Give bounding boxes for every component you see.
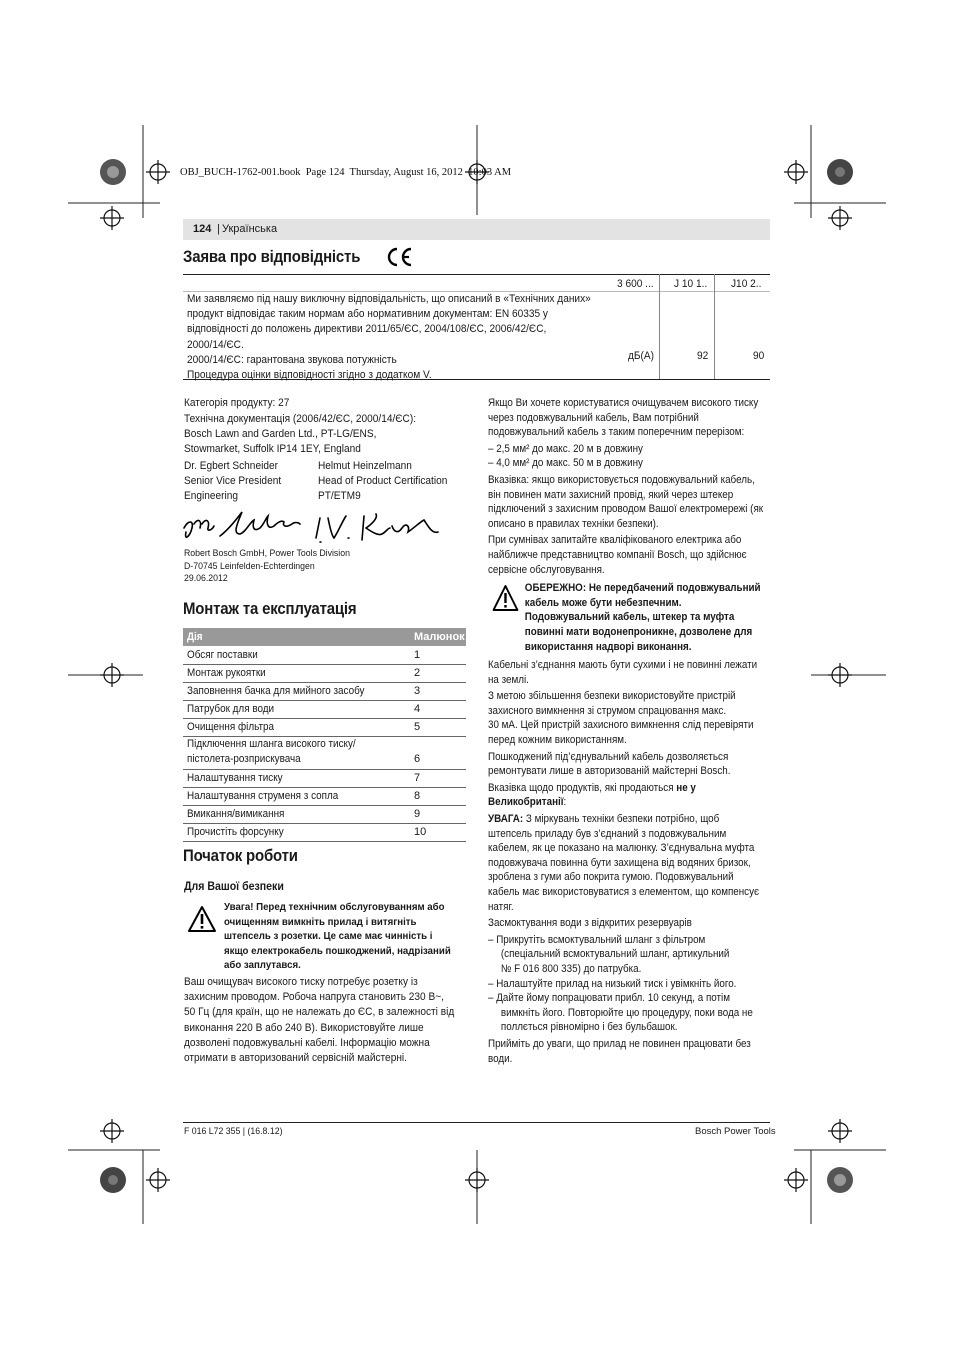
sound-value-1: 92	[697, 350, 709, 362]
table-row: Підключення шланга високого тиску/ пістолета-розприскувача 6	[183, 737, 466, 770]
col-action-header: Дія	[187, 631, 203, 643]
warning-icon	[187, 905, 217, 933]
table-row: Монтаж рукоятки 2	[183, 665, 466, 683]
assembly-title: Монтаж та експлуатація	[183, 599, 357, 618]
declaration-col-divider-1	[659, 274, 660, 379]
table-row: Вмикання/вимикання 9	[183, 806, 466, 824]
page-header	[183, 219, 770, 240]
ce-mark-icon	[385, 246, 413, 268]
technical-documentation: Технічна документація (2006/42/ЄС, 2000/14/ЄС): Bosch Lawn and Garden Ltd., PT-LG/ENS, Stowmarket, Suffolk IP14 1EY, England	[184, 413, 417, 456]
declaration-title: Заява про відповідність	[183, 247, 361, 266]
signer-2: Helmut Heinzelmann Head of Product Certification PT/ETM9	[318, 460, 448, 503]
company-address: Robert Bosch GmbH, Power Tools Division D-70745 Leinfelden-Echterdingen 29.06.2012	[184, 548, 350, 584]
declaration-col-2: J 10 1..	[674, 278, 708, 290]
declaration-col-1: 3 600 ...	[617, 278, 654, 290]
assembly-table-header	[183, 628, 466, 646]
declaration-col-divider-2	[714, 274, 715, 379]
table-row: Очищення фільтра 5	[183, 719, 466, 737]
startup-warning: Увага! Перед технічним обслуговуванням або очищенням вимкніть прилад і витягніть штепсель з розетки. Це саме має чинність і якщо електрокабель пошкоджений, надрізаний або заплутався.	[224, 901, 451, 971]
warning-icon	[492, 584, 520, 612]
safety-subtitle: Для Вашої безпеки	[184, 881, 284, 893]
footer-right: Bosch Power Tools	[695, 1126, 776, 1137]
footer-rule	[183, 1122, 770, 1123]
table-row: Патрубок для води 4	[183, 701, 466, 719]
table-row: Обсяг поставки 1	[183, 647, 466, 665]
footer-left: F 016 L72 355 | (16.8.12)	[184, 1126, 283, 1137]
extension-cable-warning: ОБЕРЕЖНО: Не передбачений подовжувальний кабель може бути небезпечним. Подовжувальний кабель, штекер та муфта повинні мати водонепроникне, дозволене для використання надворі виконання.	[488, 581, 764, 654]
startup-paragraph: Ваш очищувач високого тиску потребує розетку із захисним проводом. Робоча напруга становить 230 В~, 50 Гц (для країн, що не належать до ЄС, в залежності від виконання 220 В або 240 В). Використовуйте лише дозволені подовжувальні кабелі. Інформацію можна отримати в авторизований сервісній майстерні.	[184, 976, 455, 1065]
declaration-text: Ми заявляємо під нашу виключну відповідальність, що описаний в «Технічних даних» продукт відповідає таким нормам або нормативним документам: EN 60335 у відповідності до положень директиви 2011/65/ЄС, 2004/108/ЄС, 2006/42/ЄС, 2000/14/ЄС. 2000/14/ЄС: гарантована звукова потужність Процедура оцінки відповідності згідно з додатком V.	[187, 293, 591, 382]
sound-unit: дБ(А)	[628, 350, 655, 362]
table-row: Налаштування тиску 7	[183, 770, 466, 788]
assembly-table	[183, 628, 466, 842]
table-row: Прочистіть форсунку 10	[183, 824, 466, 842]
sound-value-2: 90	[753, 350, 765, 362]
print-slug: OBJ_BUCH-1762-001.book Page 124 Thursday, August 16, 2012 10:03 AM	[180, 167, 512, 178]
table-row: Налаштування струменя з сопла 8	[183, 788, 466, 806]
table-row: Заповнення бачка для мийного засобу 3	[183, 683, 466, 701]
page-number: 124	[193, 223, 212, 235]
col-figure-header: Малюнок	[414, 631, 465, 643]
right-column: Якщо Ви хочете користуватися очищувачем високого тиску через подовжувальний кабель, Вам потрібний подовжувальний кабель з таким поперечним перерізом: – 2,5 мм² до макс. 20 м в довжину – 4,0 мм² до макс. 50 м в довжину Вказівка: якщо використовується подовжувальний кабель, він повинен мати захисний провід, який через штекер підключений з захисним проводом Вашої електромережі (як описано в правилах техніки безпеки). При сумнівах запитайте кваліфікованого електрика або найближче представництво компанії Bosch, що здійснює сервісне обслуговування. ОБЕРЕЖНО: Не передбачений подовжувальний кабель може бути небезпечним. Подовжувальний кабель, штекер та муфта повинні мати водонепроникне, дозволене для використання надворі виконання. Кабельні з’єднання мають бути сухими і не повинні лежати на землі. З метою збільшення безпеки використовуйте пристрій захисного вимкнення зі струмом спрацювання макс. 30 мА. Цей пристрій захисного вимкнення слід перевіряти перед кожним використанням. Пошкоджений під’єднувальний кабель дозволяється ремонтувати лише в авторизованій майстерні Bosch. Вказівка щодо продуктів, які продаються не у Великобританії: УВАГА: З міркувань техніки безпеки потрібно, щоб штепсель приладу був з’єднаний з подовжувальним кабелем, як це показано на малюнку. З’єднувальна муфта подовжувача повинна бути захищена від водяних бризок, зроблена з гуми або покрита гумою. Подовжувальний кабель має використовуватися з елементом, що компенсує натяг. Засмоктування води з відкритих резервуарів – Прикрутіть всмоктувальний шланг з фільтром (спеціальний всмоктувальний шланг, артикульний № F 016 800 335) до патрубка. – Налаштуйте прилад на низький тиск і увімкніть його. – Дайте йому попрацювати прибл. 10 секунд, а потім вимкніть його. Повторюйте цю процедуру, поки вода не поллється рівномірно і без бульбашок. Прийміть до уваги, що прилад не повинен працювати без води.	[488, 397, 764, 1065]
startup-title: Початок роботи	[183, 846, 298, 865]
product-category: Категорія продукту: 27	[184, 397, 290, 409]
header-language: Українська	[222, 223, 278, 235]
header-separator: |	[217, 223, 220, 235]
declaration-col-3: J10 2..	[731, 278, 762, 290]
declaration-top-rule	[183, 274, 770, 275]
signatures-image	[180, 506, 445, 548]
signer-1: Dr. Egbert Schneider Senior Vice President Engineering	[184, 460, 282, 503]
